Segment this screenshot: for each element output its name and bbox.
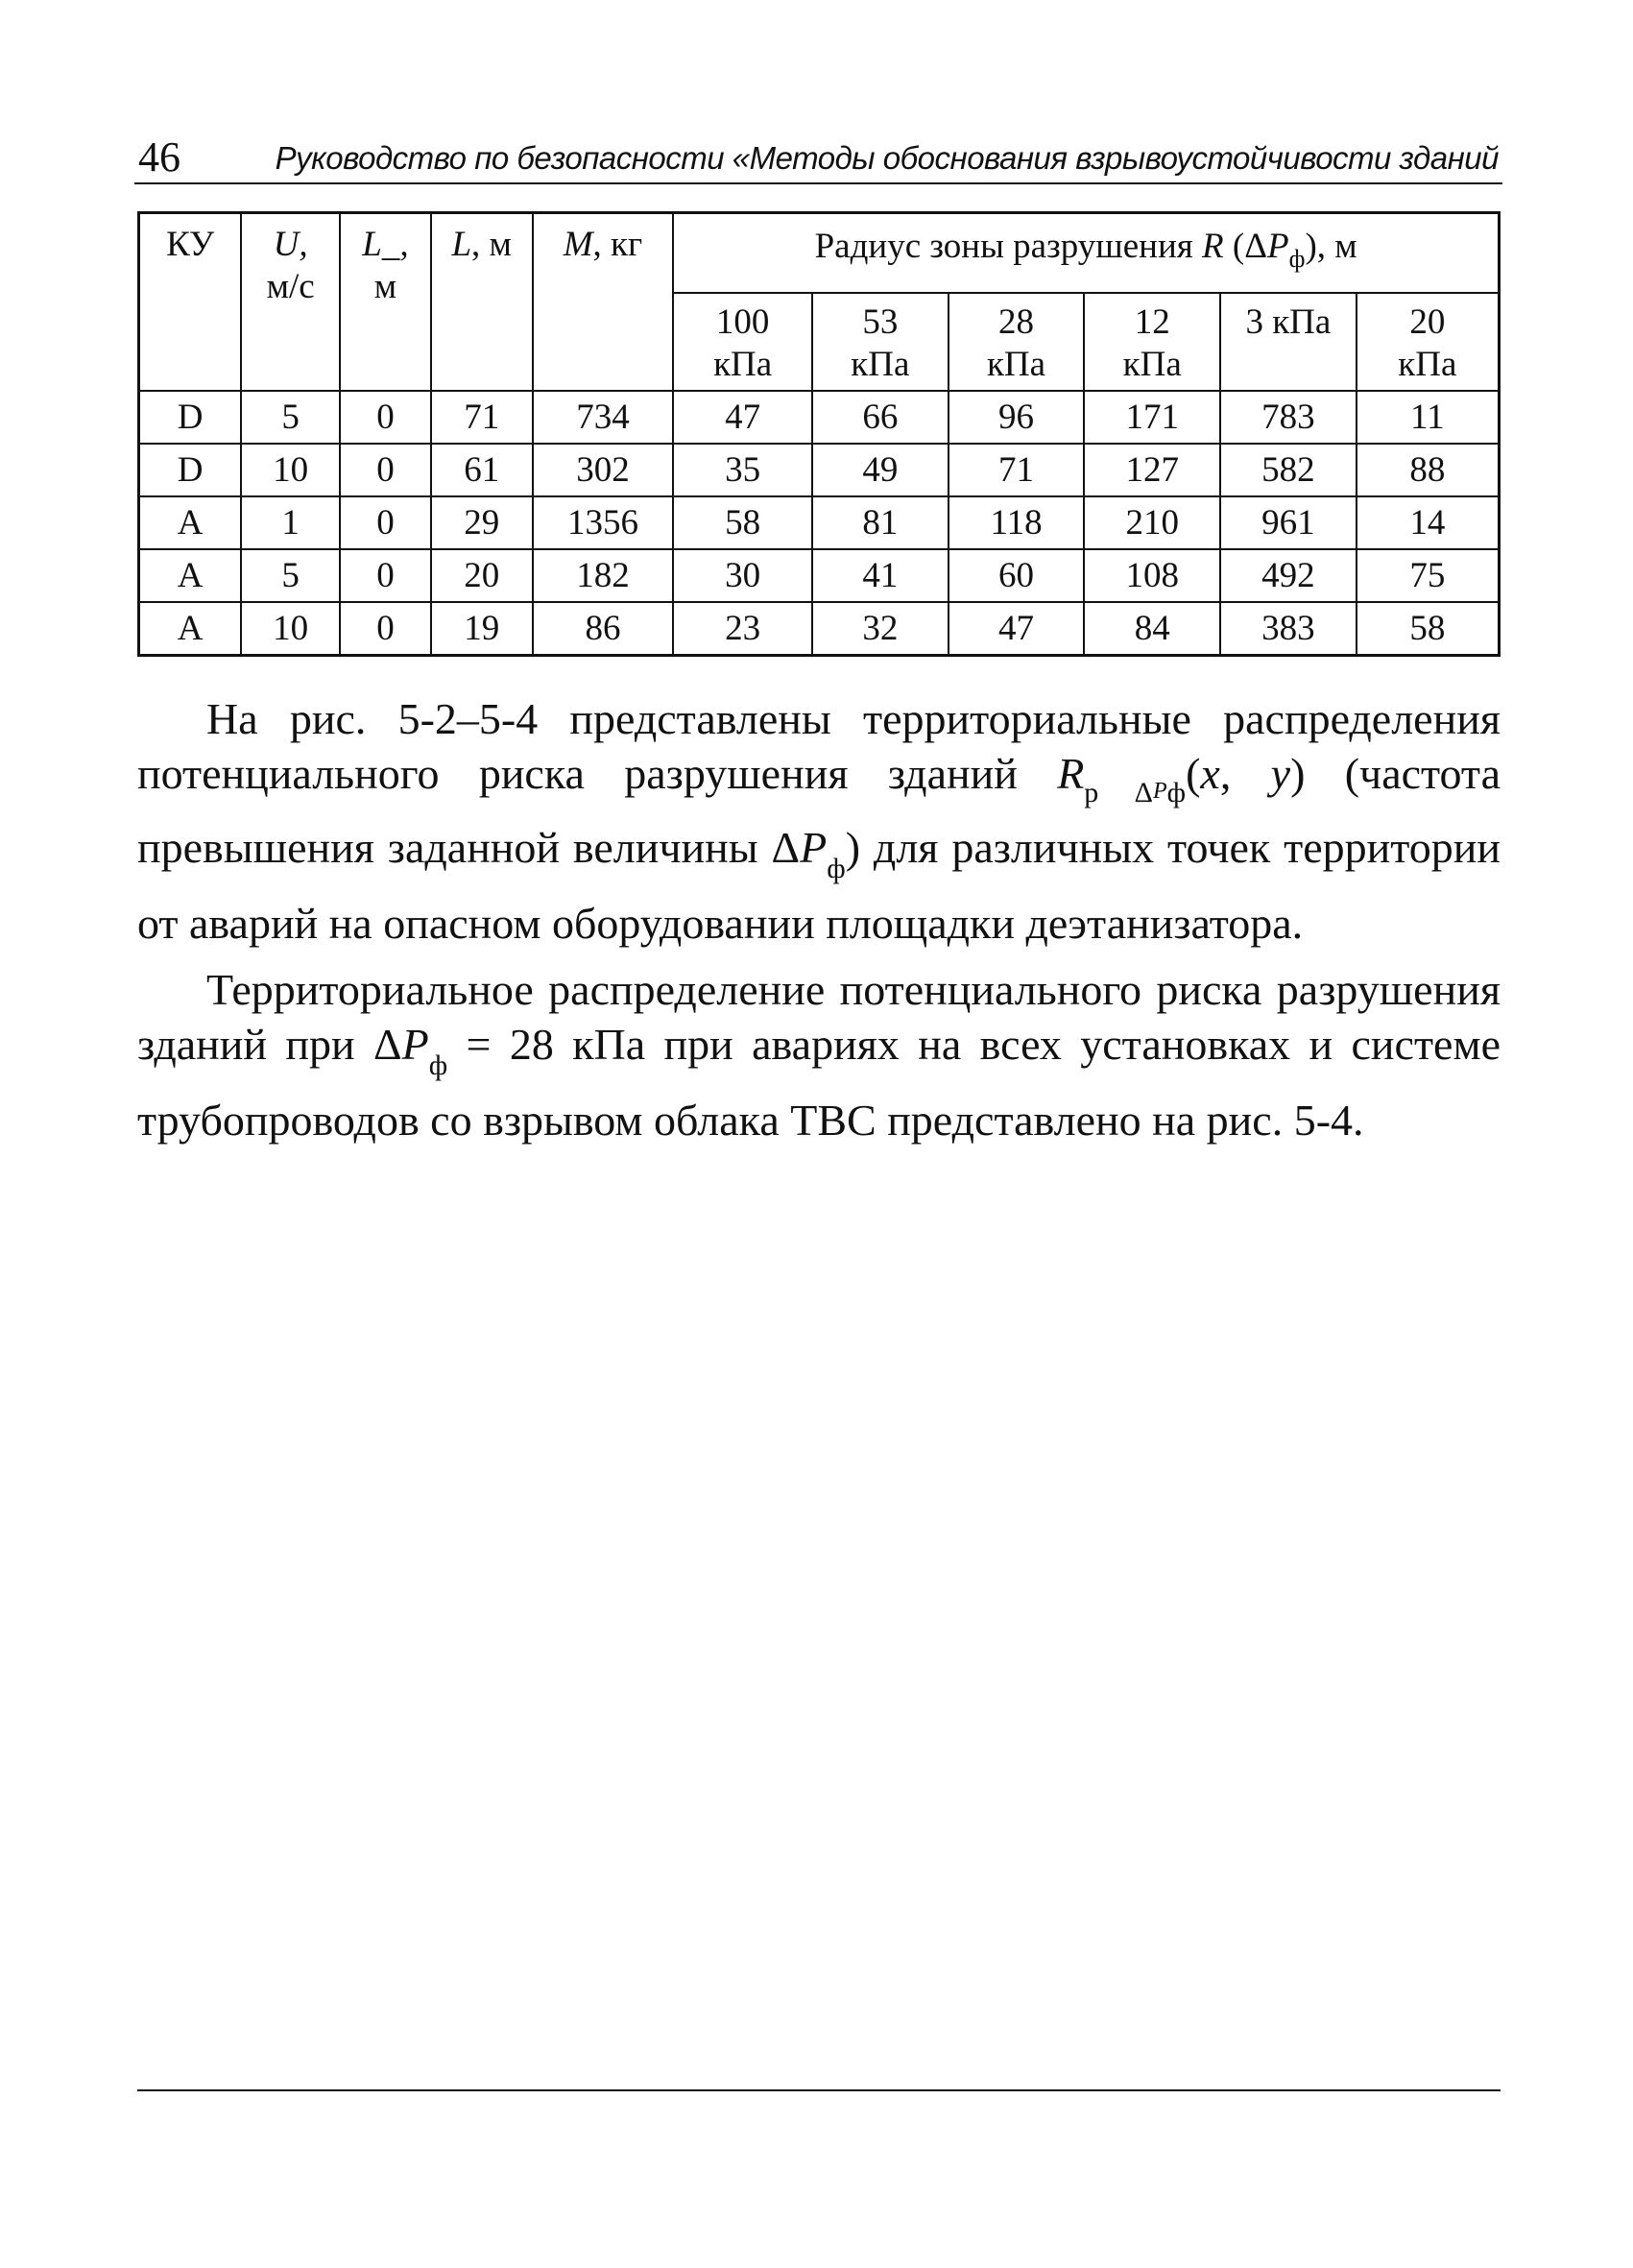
table-cell: 10 [241, 602, 340, 656]
table-cell: 30 [673, 549, 812, 602]
table-cell: 734 [533, 391, 674, 444]
table-cell: 108 [1084, 549, 1220, 602]
table-cell: 84 [1084, 602, 1220, 656]
col-header-pressure: 20 кПа [1357, 293, 1500, 391]
col-header-radius-group: Радиус зоны разрушения R $(\Delta P_ф)$, м [673, 213, 1499, 294]
body-text [137, 691, 1501, 1147]
table-cell: 961 [1220, 496, 1357, 549]
table-cell: 118 [949, 496, 1085, 549]
table-cell: 0 [340, 496, 431, 549]
running-title: Руководство по безопасности «Методы обоснования взрывоустойчивости зданий [275, 140, 1499, 176]
col-header-pressure: 28 кПа [949, 293, 1085, 391]
table-row [139, 444, 1500, 496]
table-cell: 49 [812, 444, 949, 496]
table-cell: 1 [241, 496, 340, 549]
col-header-pressure: 3 кПа [1220, 293, 1357, 391]
table-cell: 29 [431, 496, 533, 549]
table-cell: 81 [812, 496, 949, 549]
table-cell: 61 [431, 444, 533, 496]
table-cell: 71 [949, 444, 1085, 496]
table-cell: 582 [1220, 444, 1357, 496]
table-cell: 14 [1357, 496, 1500, 549]
col-header-u: U, м/с [241, 213, 340, 392]
table-cell: 20 [431, 549, 533, 602]
paragraph-1: На рис. 5-2–5-4 представлены территориальные распределения потенциального риска разрушения зданий $R_р$ $_{\Delta Pф}$(x, y) (частота превышения заданной величины $\Delta P_ф$) для различных точек территории от аварий на опасном оборудовании площадки деэтанизатора. [137, 694, 1501, 948]
table-cell: 5 [241, 391, 340, 444]
table-cell: 783 [1220, 391, 1357, 444]
table-cell: 10 [241, 444, 340, 496]
table-cell: 171 [1084, 391, 1220, 444]
table-cell: 302 [533, 444, 674, 496]
table-cell: A [139, 496, 242, 549]
table-cell: 66 [812, 391, 949, 444]
paragraph-2: Территориальное распределение потенциального риска разрушения зданий при $\Delta P_ф = 28$ кПа при авариях на всех установках и системе трубопроводов со взрывом облака ТВС представлено на рис. 5-4. [137, 965, 1501, 1145]
footer-rule [137, 2089, 1501, 2091]
table-cell: 47 [673, 391, 812, 444]
table-cell: 58 [1357, 602, 1500, 656]
data-table [137, 211, 1501, 657]
table-row [139, 549, 1500, 602]
table-row [139, 496, 1500, 549]
table-cell: 5 [241, 549, 340, 602]
table-cell: 88 [1357, 444, 1500, 496]
col-header-pressure: 12 кПа [1084, 293, 1220, 391]
table-cell: 0 [340, 602, 431, 656]
table-cell: 210 [1084, 496, 1220, 549]
table-cell: 32 [812, 602, 949, 656]
col-header-pressure: 100 кПа [673, 293, 812, 391]
table-cell: 35 [673, 444, 812, 496]
col-header-pressure: 53 кПа [812, 293, 949, 391]
table-cell: D [139, 444, 242, 496]
table-cell: 0 [340, 391, 431, 444]
table-cell: 383 [1220, 602, 1357, 656]
table-cell: 60 [949, 549, 1085, 602]
table-cell: 75 [1357, 549, 1500, 602]
table-row [139, 602, 1500, 656]
table-cell: 96 [949, 391, 1085, 444]
table-cell: 41 [812, 549, 949, 602]
table-cell: 0 [340, 444, 431, 496]
table-cell: A [139, 549, 242, 602]
table-cell: 127 [1084, 444, 1220, 496]
table-cell: 11 [1357, 391, 1500, 444]
table-cell: 23 [673, 602, 812, 656]
table-cell: 19 [431, 602, 533, 656]
table-cell: 492 [1220, 549, 1357, 602]
page-number: 46 [138, 133, 180, 181]
table-cell: 58 [673, 496, 812, 549]
table-cell: 0 [340, 549, 431, 602]
table-body [139, 391, 1500, 656]
col-header-l: L, м [431, 213, 533, 392]
col-header-l-minus: L_, м [340, 213, 431, 392]
table-row [139, 391, 1500, 444]
table-cell: D [139, 391, 242, 444]
table-cell: A [139, 602, 242, 656]
table-cell: 86 [533, 602, 674, 656]
page-header [134, 133, 1502, 184]
header-row-top [139, 213, 1500, 294]
col-header-ku: КУ [139, 213, 242, 392]
table-cell: 47 [949, 602, 1085, 656]
table-cell: 1356 [533, 496, 674, 549]
table-cell: 71 [431, 391, 533, 444]
table-cell: 182 [533, 549, 674, 602]
col-header-m: M, кг [533, 213, 674, 392]
